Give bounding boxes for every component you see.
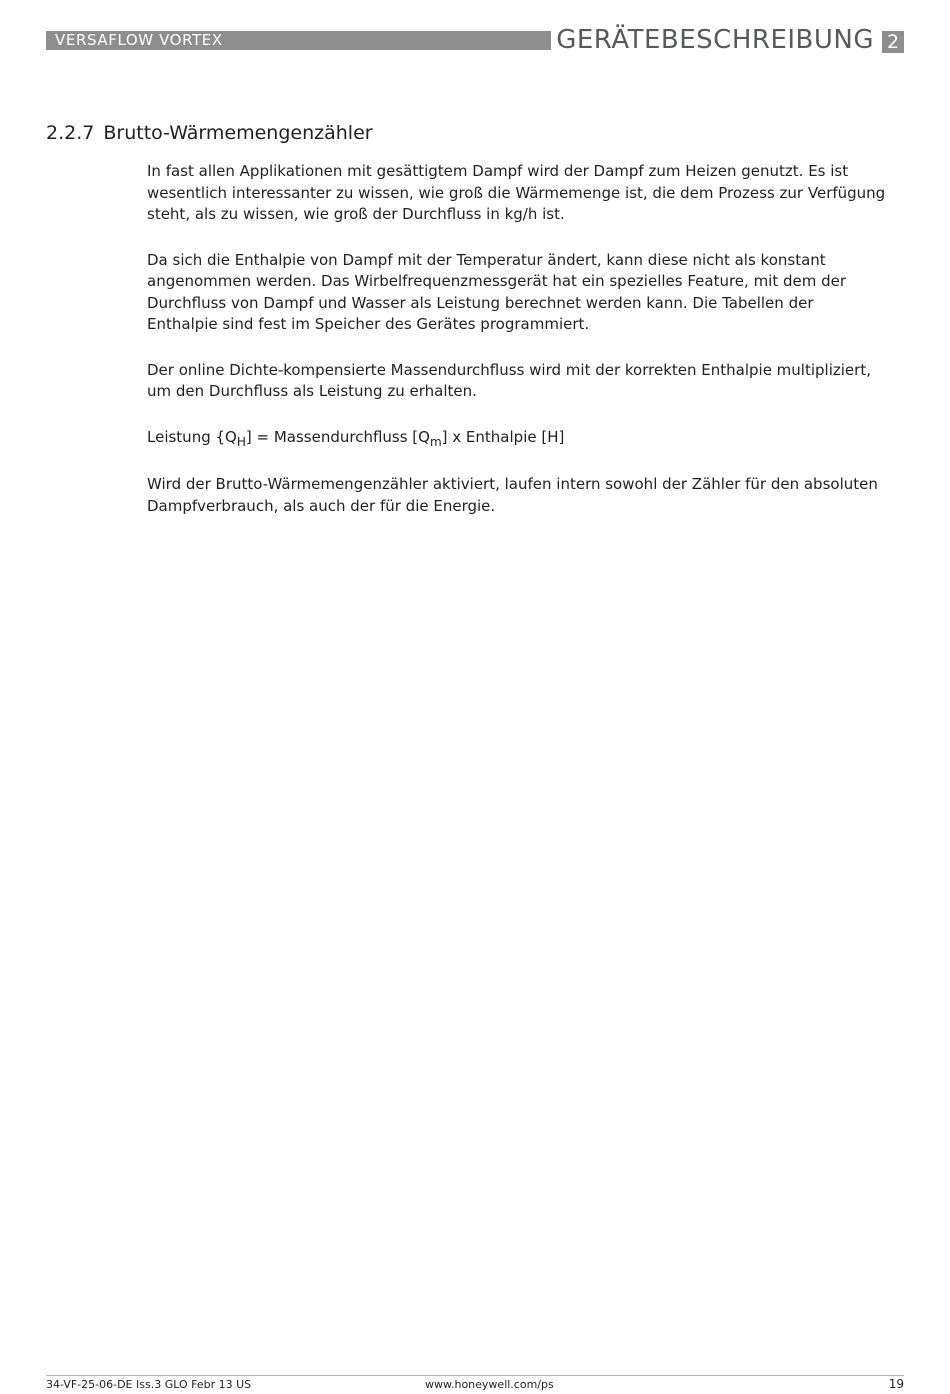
header-product-name: VERSAFLOW VORTEX [55,31,223,49]
section-number: 2.2.7 [46,122,95,144]
formula-text: ] x Enthalpie [H] [441,427,565,446]
formula [147,427,887,449]
section-title: Brutto-Wärmemengenzähler [103,122,373,144]
footer-divider [46,1375,904,1376]
footer-document-id: 34-VF-25-06-DE Iss.3 GLO Febr 13 US [46,1378,252,1391]
formula-text: ] = Massendurchfluss [Q [245,427,430,446]
body-paragraph: In fast allen Applikationen mit gesättigtem Dampf wird der Dampf zum Heizen genutzt. Es ist wesentlich interessanter zu wissen, wie groß die Wärmemenge ist, die dem Prozess zur Verfügung steht, als zu wissen, wie groß der Durchfluss in kg/h ist. [147,162,886,223]
body-paragraph: Wird der Brutto-Wärmemengenzähler aktiviert, laufen intern sowohl der Zähler für den absoluten Dampfverbrauch, als auch der für die Energie. [147,475,878,515]
body-paragraph: Der online Dichte-kompensierte Massendurchfluss wird mit der korrekten Enthalpie multipliziert, um den Durchfluss als Leistung zu erhalten. [147,360,871,400]
header-chapter-number: 2 [882,31,904,53]
formula-subscript: H [236,434,246,449]
section-heading [46,121,373,145]
body-paragraph: Da sich die Enthalpie von Dampf mit der Temperatur ändert, kann diese nicht als konstant angenommen werden. Das Wirbelfrequenzmessgerät hat ein spezielles Feature, mit dem der Durchfluss von Dampf und Wasser als Leistung berechnet werden kann. Die Tabellen der Enthalpie sind fest im Speicher des Gerätes programmiert. [147,250,847,333]
body-content [147,161,887,541]
formula-text: Leistung {Q [147,427,237,446]
footer-url[interactable]: www.honeywell.com/ps [425,1378,554,1391]
formula-subscript: m [429,434,442,449]
footer-page-number: 19 [888,1377,904,1391]
header-chapter-title: GERÄTEBESCHREIBUNG [556,25,874,55]
